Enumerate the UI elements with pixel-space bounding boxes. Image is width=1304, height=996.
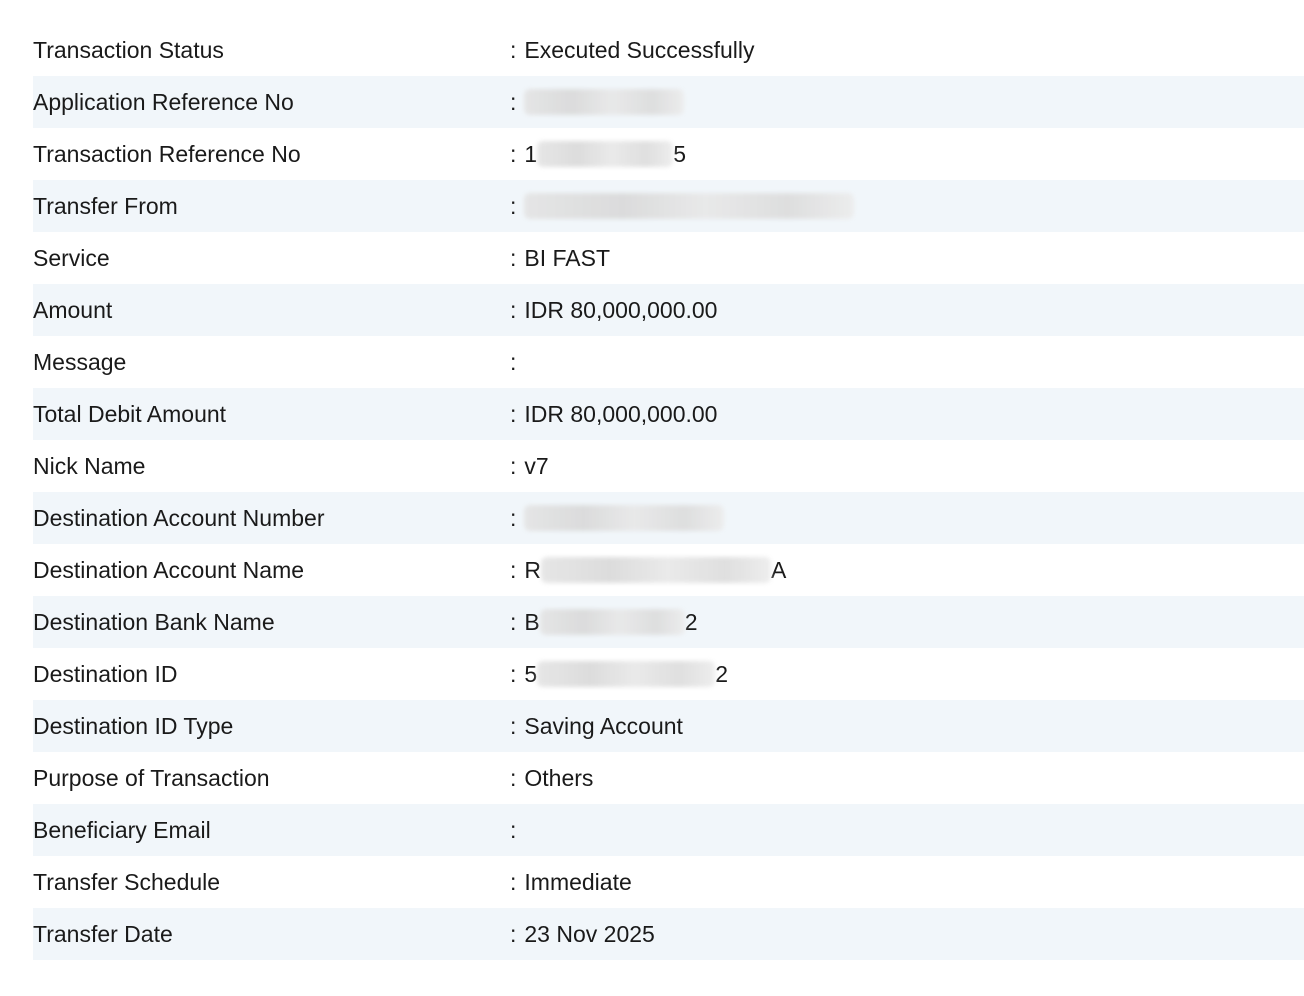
destination-bank-name-value — [524, 609, 697, 636]
value-start: 1 — [524, 140, 538, 167]
detail-row-application-reference-no — [33, 76, 1304, 128]
detail-row-transfer-date — [33, 908, 1304, 960]
separator: : — [510, 452, 517, 479]
redacted-value — [541, 557, 771, 583]
detail-row-destination-account-number — [33, 492, 1304, 544]
redacted-value — [537, 661, 715, 687]
transfer-from-value — [524, 193, 854, 219]
separator: : — [510, 88, 517, 115]
separator: : — [510, 400, 517, 427]
separator: : — [510, 504, 517, 531]
detail-label: Transaction Status — [33, 36, 224, 63]
detail-label: Destination Account Name — [33, 556, 305, 583]
transaction-status-value: Executed Successfully — [524, 36, 755, 63]
detail-row-transfer-from — [33, 180, 1304, 232]
value-start: B — [524, 608, 540, 635]
separator: : — [510, 868, 517, 895]
separator: : — [510, 608, 517, 635]
detail-row-destination-id-type — [33, 700, 1304, 752]
detail-label: Service — [33, 244, 110, 271]
detail-label: Transaction Reference No — [33, 140, 301, 167]
value-start: 5 — [524, 660, 538, 687]
redacted-value — [540, 609, 685, 635]
destination-account-name-value — [524, 557, 786, 584]
transfer-schedule-value: Immediate — [524, 868, 632, 895]
detail-label: Application Reference No — [33, 88, 294, 115]
detail-row-transaction-status — [33, 24, 1304, 76]
separator: : — [510, 712, 517, 739]
total-debit-amount-value: IDR 80,000,000.00 — [524, 400, 718, 427]
detail-label: Transfer From — [33, 192, 178, 219]
detail-label: Nick Name — [33, 452, 146, 479]
separator: : — [510, 920, 517, 947]
destination-account-number-value — [524, 505, 724, 531]
separator: : — [510, 764, 517, 791]
detail-label: Destination ID Type — [33, 712, 234, 739]
redacted-value — [524, 505, 724, 531]
detail-label: Destination Account Number — [33, 504, 325, 531]
transfer-date-value: 23 Nov 2025 — [524, 920, 655, 947]
service-value: BI FAST — [524, 244, 611, 271]
detail-row-beneficiary-email — [33, 804, 1304, 856]
transaction-reference-value — [524, 141, 686, 168]
separator: : — [510, 36, 517, 63]
nick-name-value: v7 — [524, 452, 549, 479]
separator: : — [510, 140, 517, 167]
detail-label: Transfer Date — [33, 920, 173, 947]
detail-label: Purpose of Transaction — [33, 764, 270, 791]
detail-label: Transfer Schedule — [33, 868, 221, 895]
detail-row-transfer-schedule — [33, 856, 1304, 908]
detail-row-total-debit-amount — [33, 388, 1304, 440]
separator: : — [510, 556, 517, 583]
detail-row-destination-id — [33, 648, 1304, 700]
destination-id-type-value: Saving Account — [524, 712, 683, 739]
detail-label: Amount — [33, 296, 113, 323]
detail-label: Beneficiary Email — [33, 816, 211, 843]
separator: : — [510, 348, 517, 375]
destination-id-value — [524, 661, 728, 688]
value-end: A — [771, 556, 787, 583]
detail-label: Destination ID — [33, 660, 178, 687]
redacted-value — [537, 141, 673, 167]
amount-value: IDR 80,000,000.00 — [524, 296, 718, 323]
value-end: 5 — [673, 140, 686, 167]
detail-row-purpose-of-transaction — [33, 752, 1304, 804]
redacted-value — [524, 89, 684, 115]
detail-label: Destination Bank Name — [33, 608, 275, 635]
detail-label: Message — [33, 348, 127, 375]
detail-row-amount — [33, 284, 1304, 336]
value-end: 2 — [684, 608, 698, 635]
separator: : — [510, 296, 517, 323]
purpose-of-transaction-value: Others — [524, 764, 594, 791]
application-reference-value — [524, 89, 684, 115]
value-end: 2 — [715, 660, 728, 687]
separator: : — [510, 660, 517, 687]
separator: : — [510, 816, 517, 843]
value-start: R — [524, 556, 542, 583]
detail-row-service — [33, 232, 1304, 284]
redacted-value — [524, 193, 854, 219]
detail-row-message — [33, 336, 1304, 388]
separator: : — [510, 192, 517, 219]
detail-row-destination-account-name — [33, 544, 1304, 596]
transaction-details-list — [33, 24, 1304, 960]
detail-row-nick-name — [33, 440, 1304, 492]
detail-label: Total Debit Amount — [33, 400, 227, 427]
detail-row-transaction-reference-no — [33, 128, 1304, 180]
separator: : — [510, 244, 517, 271]
detail-row-destination-bank-name — [33, 596, 1304, 648]
